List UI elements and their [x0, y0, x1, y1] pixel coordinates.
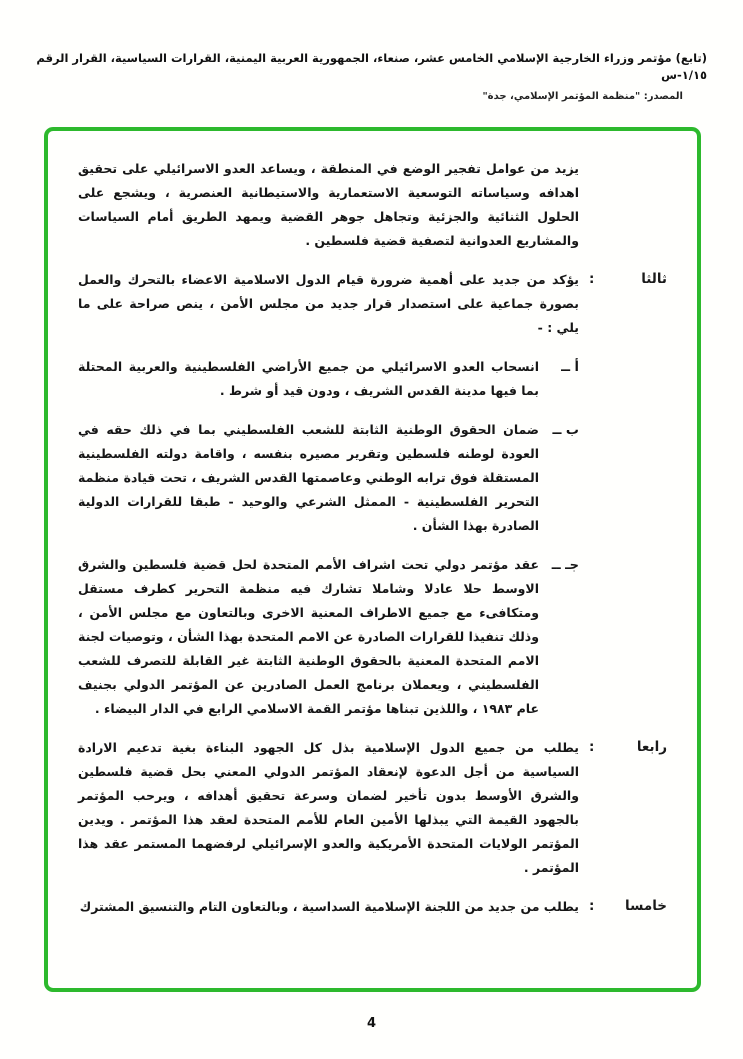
intro-paragraph: يزيد من عوامل تفجير الوضع في المنطقة ، ويساعد العدو الاسرائيلي على تحقيق اهدافه وسياساته التوسعية الاستعمارية والاستيطانية العنصرية ، ويشجع على الحلول الثنائية والجزئية وتجاهل جوهر القضية ويمهد الطريق أمام السياسات والمشاريع العدوانية لتصفية قضية فلسطين .	[78, 161, 579, 248]
item-b-text: ضمان الحقوق الوطنية الثابتة للشعب الفلسطيني بما في ذلك حقه في العودة لوطنه فلسطين وتقرير مصيره بنفسه ، واقامة دولته الفلسطينية المستقلة فوق ترابه الوطني وعاصمتها القدس الشريف ، تحت قيادة منظمة التحرير الفلسطينية - الممثل الشرعي والوحيد - طبقا للقرارات الدولية الصادرة بهذا الشأن .	[78, 422, 539, 533]
section-fifth-colon: :	[589, 898, 595, 914]
header-title: (تابع) مؤتمر وزراء الخارجية الإسلامي الخامس عشر، صنعاء، الجمهورية العربية اليمنية، القرارات السياسية، القرار الرقم ١/١٥-س	[36, 51, 707, 83]
content-box	[44, 127, 701, 992]
header-source: المصدر: "منظمة المؤتمر الإسلامي، جدة"	[482, 90, 683, 102]
section-third-colon: :	[589, 271, 595, 287]
item-b-side-spacer	[579, 418, 667, 538]
item-a-block	[78, 355, 667, 403]
page-number: 4	[366, 1016, 377, 1031]
section-fourth-text: يطلب من جميع الدول الإسلامية بذل كل الجهود البناءة بغية تدعيم الارادة السياسية من أجل الدعوة لإنعقاد المؤتمر الدولي المعني بحل قضية فلسطين والشرق الأوسط بدون تأخير لضمان وسرعة تحقيق أهدافه ، ويرحب المؤتمر بالجهود القيمة التي يبذلها الأمين العام للأمم المتحدة لعقد هذا المؤتمر . ويدين المؤتمر الولايات المتحدة الأمريكية والعدو الإسرائيلي لرفضهما المستمر عقد هذا المؤتمر .	[78, 740, 579, 875]
section-fourth-colon: :	[589, 739, 595, 755]
item-c-block	[78, 553, 667, 721]
section-third-label: ثالثا	[641, 271, 667, 287]
item-c	[78, 553, 579, 721]
item-c-side-spacer	[579, 553, 667, 721]
item-a-letter: أ ــ	[561, 360, 579, 375]
item-b	[78, 418, 579, 538]
intro-block	[78, 157, 667, 253]
item-c-letter: جـ ــ	[551, 558, 579, 573]
section-third-text: يؤكد من جديد على أهمية ضرورة قيام الدول الاسلامية الاعضاء بالتحرك والعمل بصورة جماعية على استصدار قرار جديد من مجلس الأمن ، ينص صراحة على ما يلي : -	[78, 272, 579, 335]
item-a-side-spacer	[579, 355, 667, 403]
document-header	[36, 50, 707, 102]
item-b-block	[78, 418, 667, 538]
item-a	[78, 355, 579, 403]
document-footer	[0, 1012, 743, 1031]
section-fourth	[78, 736, 667, 880]
intro-side-spacer	[579, 157, 667, 253]
section-third	[78, 268, 667, 340]
section-fifth-label: خامسا	[625, 898, 667, 914]
section-fifth	[78, 895, 667, 919]
section-fifth-text: يطلب من جديد من اللجنة الإسلامية السداسية ، وبالتعاون التام والتنسيق المشترك	[79, 899, 579, 914]
item-b-letter: ب ــ	[552, 423, 579, 438]
section-fourth-label: رابعا	[636, 739, 667, 755]
item-a-text: انسحاب العدو الاسرائيلي من جميع الأراضي الفلسطينية والعربية المحتلة بما فيها مدينة القدس الشريف ، ودون قيد أو شرط .	[78, 359, 539, 398]
item-c-text: عقد مؤتمر دولي تحت اشراف الأمم المتحدة لحل قضية فلسطين والشرق الاوسط حلا عادلا وشاملا تشارك فيه منظمة التحرير كطرف مستقل ومتكافىء مع جميع الاطراف المعنية الاخرى وبالتعاون مع مجلس الأمن ، وذلك تنفيذا للقرارات الصادرة عن الامم المتحدة بهذا الشأن ، وتوصيات لجنة الامم المتحدة المعنية بالحقوق الوطنية الثابتة غير القابلة للتصرف للشعب الفلسطيني ، ويعملان برنامج العمل الصادرين عن المؤتمر الدولي بجنيف عام ١٩٨٣ ، واللذين تبناها مؤتمر القمة الاسلامي الرابع في الدار البيضاء .	[78, 557, 539, 716]
